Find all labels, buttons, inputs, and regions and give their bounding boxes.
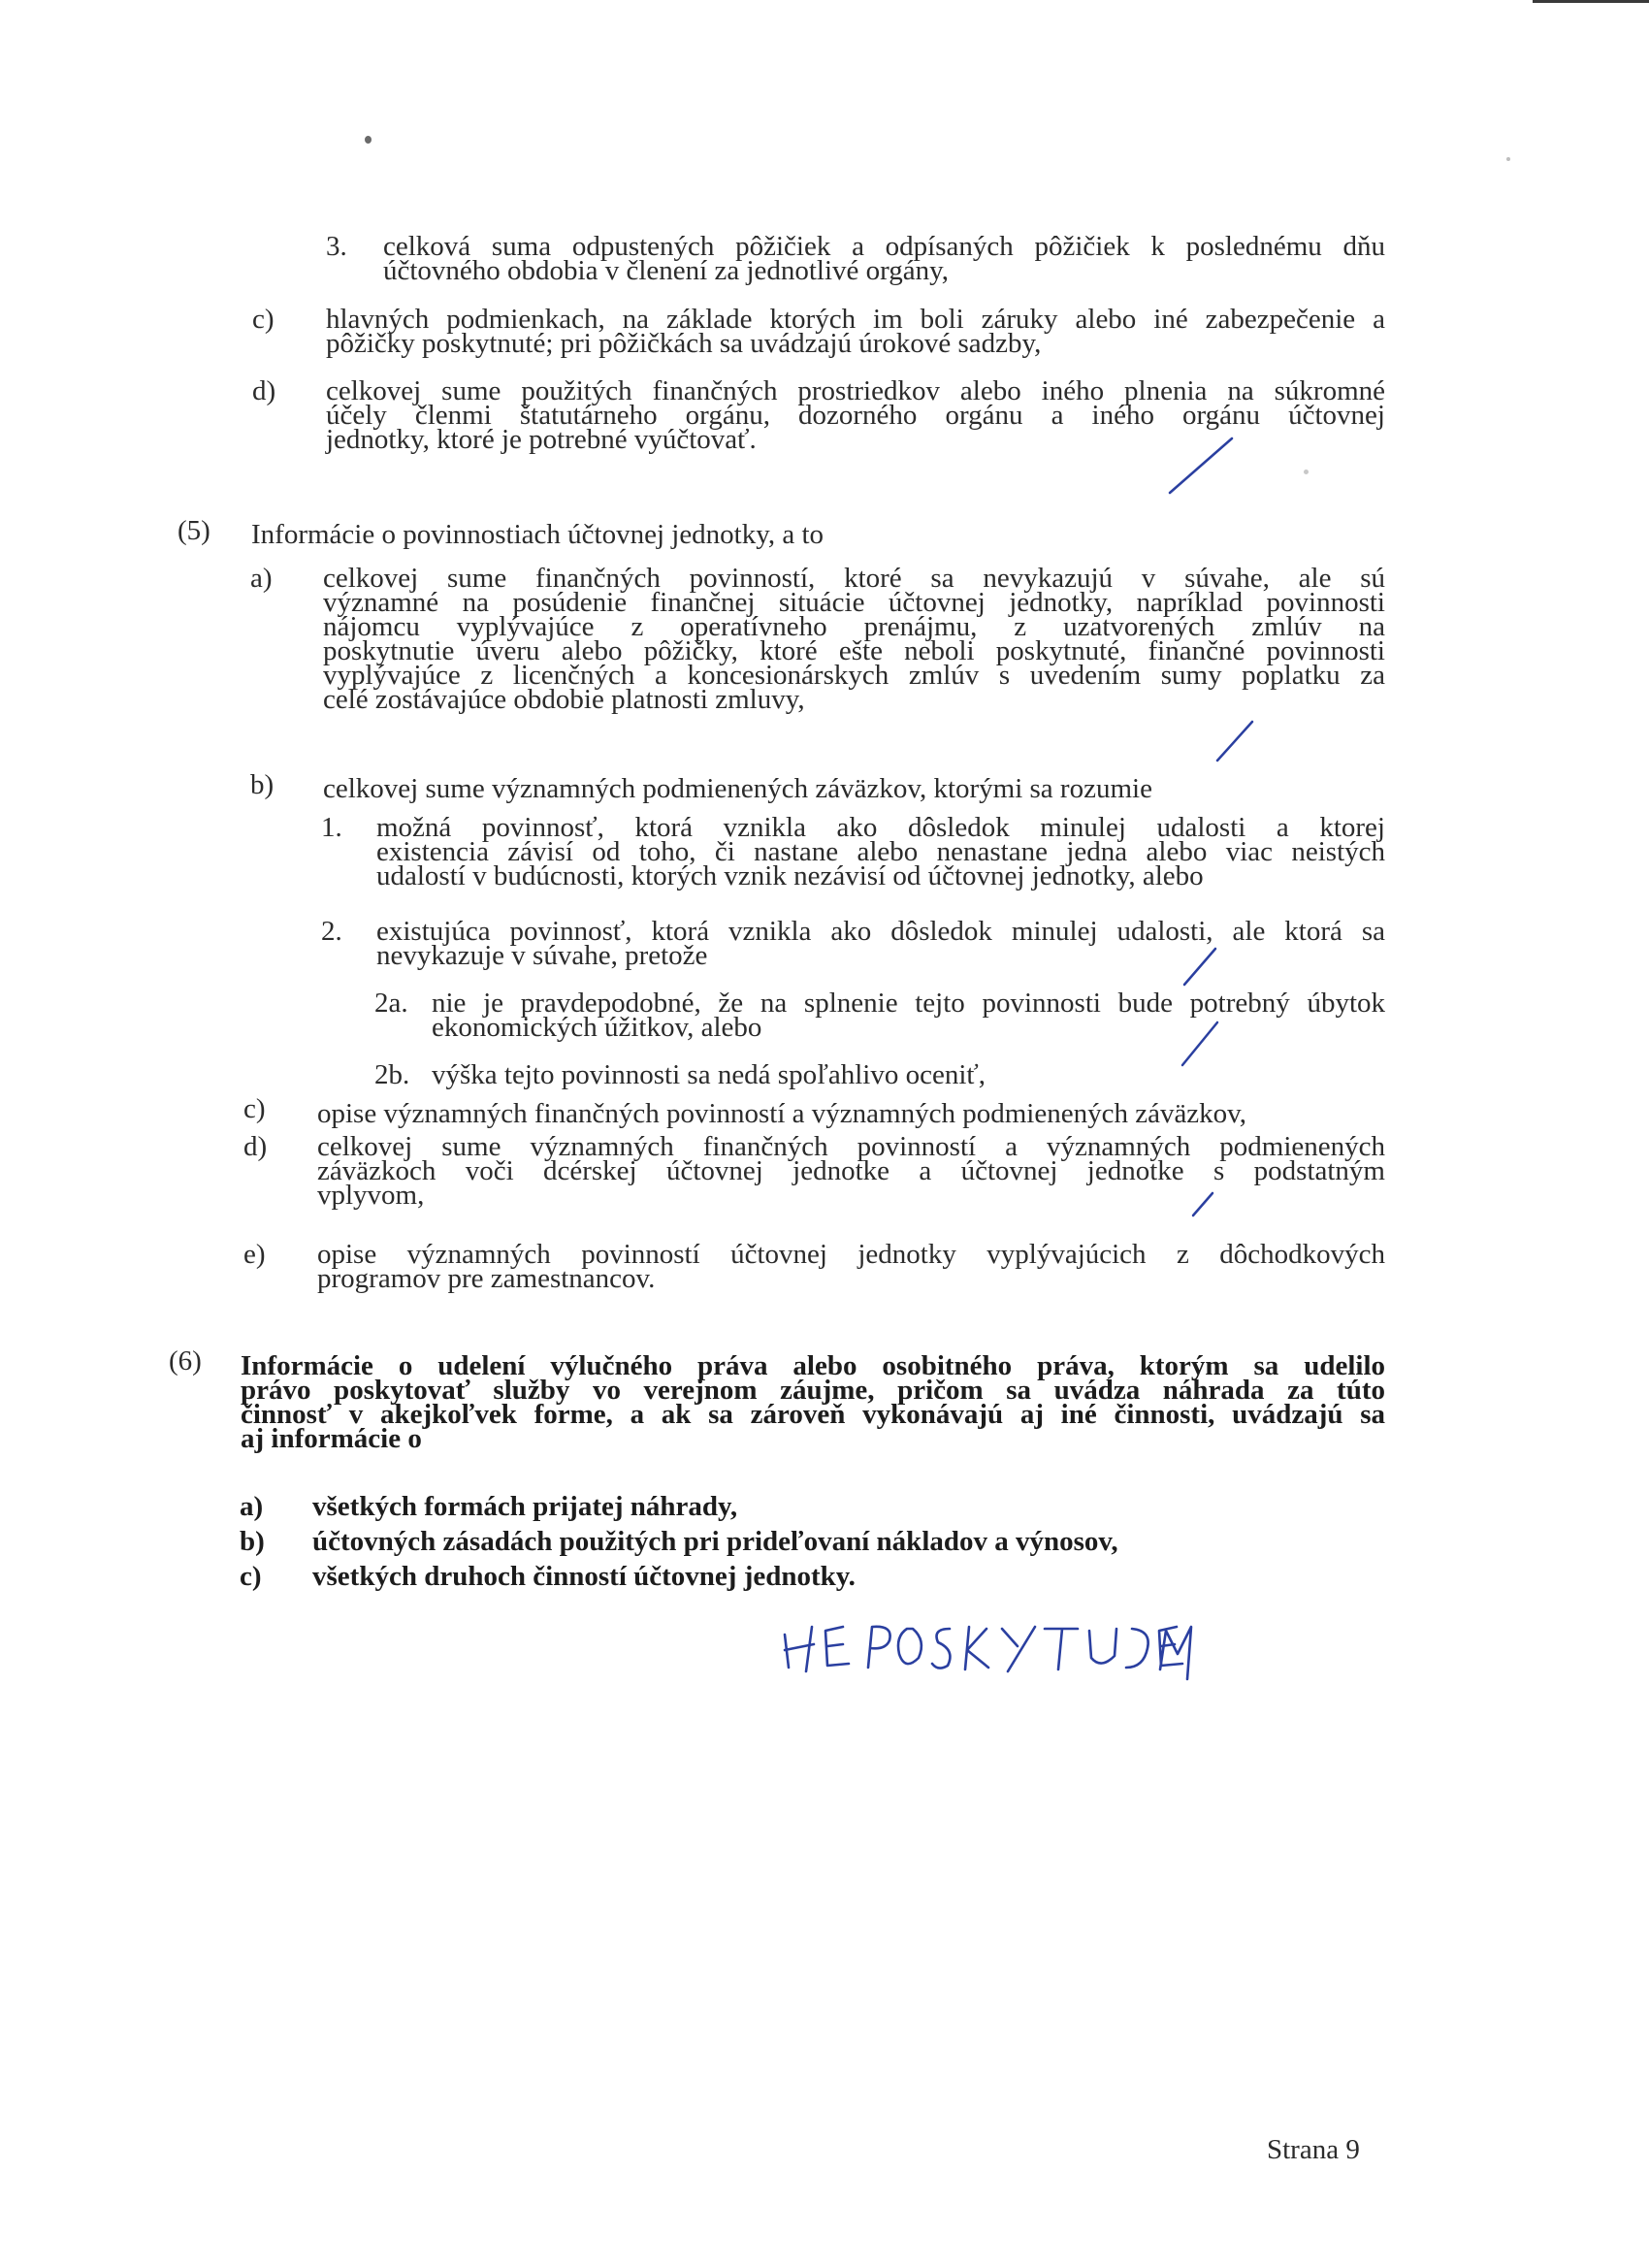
text-line: účtovných zásadách použitých pri prideľovaní nákladov a výnosov, xyxy=(312,1526,1118,1557)
text-line: nie je pravdepodobné, že na splnenie tejto povinnosti bude potrebný úbytok xyxy=(432,988,1385,1019)
handwritten-note xyxy=(771,1615,1198,1702)
list-marker: 3. xyxy=(326,231,347,262)
text-line: účely členmi štatutárneho orgánu, dozorného orgánu a iného orgánu účtovnej xyxy=(326,400,1385,431)
checkmark xyxy=(1182,1022,1217,1065)
text-line: poskytnutie úveru alebo pôžičky, ktoré ešte neboli poskytnuté, finančné povinnosti xyxy=(323,635,1385,666)
text-line: vplyvom, xyxy=(317,1180,425,1211)
checkmark xyxy=(1217,722,1252,761)
text-line: pôžičky poskytnuté; pri pôžičkách sa uvádzajú úrokové sadzby, xyxy=(326,328,1042,359)
text-line: nájomcu vyplývajúce z operatívneho prenájmu, z uzatvorených zmlúv na xyxy=(323,611,1385,642)
list-marker: d) xyxy=(252,375,276,406)
checkmark xyxy=(1193,1193,1212,1215)
text-line: účtovného obdobia v členení za jednotlivé orgány, xyxy=(383,255,950,286)
section-heading: Informácie o povinnostiach účtovnej jednotky, a to xyxy=(251,519,824,550)
handwritten-note-tail xyxy=(1154,1615,1212,1702)
list-marker: b) xyxy=(250,769,275,800)
section-heading-line: aj informácie o xyxy=(241,1423,422,1454)
text-line: ekonomických úžitkov, alebo xyxy=(432,1012,762,1043)
checkmark xyxy=(1170,438,1232,493)
list-marker: e) xyxy=(243,1239,266,1270)
text-line: celkovej sume finančných povinností, ktoré sa nevykazujú v súvahe, ale sú xyxy=(323,563,1385,594)
text-line: celkovej sume významných finančných povinností a významných podmienených xyxy=(317,1131,1385,1162)
list-marker: a) xyxy=(250,563,273,594)
page-number: Strana 9 xyxy=(1267,2134,1360,2165)
text-line: hlavných podmienkach, na základe ktorých im boli záruky alebo iné zabezpečenie a xyxy=(326,304,1385,335)
text-line: jednotky, ktoré je potrebné vyúčtovať. xyxy=(326,424,757,455)
text-line: významné na posúdenie finančnej situácie účtovnej jednotky, napríklad povinnosti xyxy=(323,587,1385,618)
text-line: vyplývajúce z licenčných a koncesionárskych zmlúv s uvedením sumy poplatku za xyxy=(323,660,1385,691)
text-line: celkovej sume použitých finančných prostriedkov alebo iného plnenia na súkromné xyxy=(326,375,1385,406)
list-marker: c) xyxy=(240,1561,262,1592)
text-line: programov pre zamestnancov. xyxy=(317,1263,656,1294)
text-line: existencia závisí od toho, či nastane alebo nenastane jedna alebo viac neistých xyxy=(376,836,1385,867)
text-line: udalostí v budúcnosti, ktorých vznik nezávisí od účtovnej jednotky, alebo xyxy=(376,860,1204,891)
text-line: výška tejto povinnosti sa nedá spoľahlivo oceniť, xyxy=(432,1059,986,1090)
section-number: (6) xyxy=(169,1345,202,1377)
text-line: celé zostávajúce obdobie platnosti zmluvy, xyxy=(323,684,805,715)
text-line: celková suma odpustených pôžičiek a odpísaných pôžičiek k poslednému dňu xyxy=(383,231,1385,262)
checkmark xyxy=(1184,949,1215,985)
section-heading-line: činnosť v akejkoľvek forme, a ak sa zároveň vykonávajú aj iné činnosti, uvádzajú sa xyxy=(241,1399,1385,1430)
text-line: možná povinnosť, ktorá vznikla ako dôsledok minulej udalosti a ktorej xyxy=(376,812,1385,843)
list-marker: 2. xyxy=(321,916,342,947)
text-line: všetkých formách prijatej náhrady, xyxy=(312,1491,738,1522)
text-line: existujúca povinnosť, ktorá vznikla ako dôsledok minulej udalosti, ale ktorá sa xyxy=(376,916,1385,947)
section-heading-line: Informácie o udelení výlučného práva alebo osobitného práva, ktorým sa udelilo xyxy=(241,1350,1385,1381)
list-marker: 2a. xyxy=(374,988,408,1019)
list-marker: a) xyxy=(240,1491,264,1522)
list-marker: 2b. xyxy=(374,1059,410,1090)
section-heading-line: právo poskytovať služby vo verejnom záujme, pričom sa uvádza náhrada za túto xyxy=(241,1375,1385,1406)
text-line: záväzkoch voči dcérskej účtovnej jednotke a účtovnej jednotke s podstatným xyxy=(317,1155,1385,1186)
text-line: opise významných povinností účtovnej jednotky vyplývajúcich z dôchodkových xyxy=(317,1239,1385,1270)
text-line: nevykazuje v súvahe, pretože xyxy=(376,940,708,971)
text-line: celkovej sume významných podmienených záväzkov, ktorými sa rozumie xyxy=(323,773,1152,804)
list-marker: c) xyxy=(243,1093,266,1124)
list-marker: 1. xyxy=(321,812,342,843)
list-marker: b) xyxy=(240,1526,265,1557)
list-marker: c) xyxy=(252,304,275,335)
text-line: opise významných finančných povinností a významných podmienených záväzkov, xyxy=(317,1098,1247,1129)
list-marker: d) xyxy=(243,1131,268,1162)
text-line: všetkých druhoch činností účtovnej jednotky. xyxy=(312,1561,856,1592)
section-number: (5) xyxy=(178,515,210,546)
